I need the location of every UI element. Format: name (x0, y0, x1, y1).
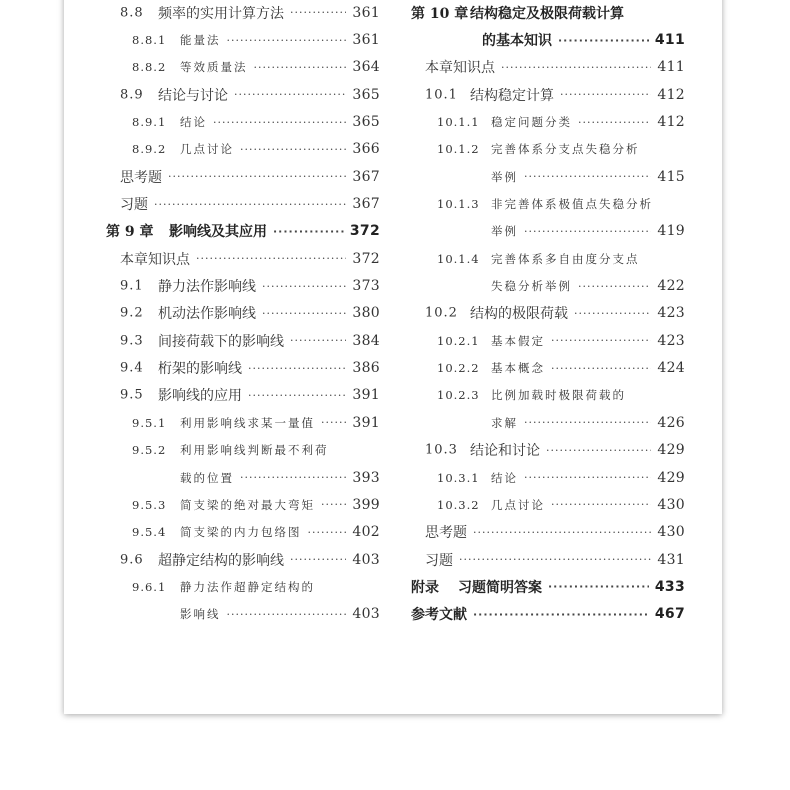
toc-entry-title: 利用影响线求某一量值 (180, 415, 315, 430)
toc-entry-page: 365 (352, 114, 380, 131)
toc-entry-number: 8.8.2 (132, 60, 167, 75)
toc-entry-title: 思考题 (425, 525, 467, 542)
toc-entry-title: 几点讨论 (491, 497, 545, 512)
toc-entry-page: 372 (349, 223, 380, 240)
toc-entry-number: 10.2.3 (437, 388, 480, 403)
toc-entry-title: 失稳分析举例 (491, 279, 572, 294)
toc-entry-number: 10.2.2 (437, 361, 480, 376)
toc-entry-page: 402 (352, 524, 380, 541)
toc-entry[interactable] (0, 354, 685, 381)
toc-entry-number: 9.1 (120, 278, 144, 294)
dot-leader (551, 498, 651, 511)
toc-entry-page: 430 (657, 524, 685, 541)
toc-entry[interactable] (0, 81, 685, 108)
toc-entry[interactable] (0, 163, 685, 190)
dot-leader (558, 34, 649, 47)
toc-entry-page: 366 (352, 141, 380, 158)
toc-entry[interactable] (0, 108, 685, 135)
toc-entry-title: 利用影响线判断最不利荷 (180, 443, 329, 458)
toc-entry-page: 373 (352, 278, 380, 295)
toc-entry-title: 结论 (491, 470, 518, 485)
toc-entry-page: 367 (352, 196, 380, 213)
toc-entry-title: 参考文献 (411, 607, 467, 624)
dot-leader (524, 416, 651, 429)
toc-entry-title: 完善体系分支点失稳分析 (491, 142, 640, 157)
toc-entry-page: 361 (352, 32, 380, 49)
toc-entry-title: 结论和讨论 (470, 443, 540, 460)
toc-entry-page: 426 (657, 414, 685, 431)
toc-entry-number: 8.9 (120, 87, 144, 103)
toc-entry-title: 超静定结构的影响线 (158, 552, 284, 569)
toc-entry-title: 静力法作超静定结构的 (180, 579, 315, 594)
toc-entry-number: 10.1.3 (437, 197, 480, 212)
toc-entry-number: 10.3.1 (437, 470, 480, 485)
dot-leader (560, 88, 651, 101)
toc-entry-page: 391 (352, 387, 380, 404)
toc-entry[interactable] (0, 519, 685, 546)
toc-entry-title: 举例 (491, 224, 518, 239)
toc-entry-title: 本章知识点 (425, 60, 495, 77)
toc-entry-number: 10.3.2 (437, 497, 480, 512)
toc-entry-page: 386 (352, 360, 380, 377)
toc-entry-title: 载的位置 (180, 470, 234, 485)
toc-entry[interactable] (0, 409, 685, 436)
dot-leader (578, 116, 651, 129)
toc-entry-number: 10.1.1 (437, 115, 480, 130)
toc-entry-page: 411 (657, 59, 685, 76)
toc-entry-title: 结构稳定计算 (470, 87, 554, 104)
toc-entry-number: 9.3 (120, 333, 144, 349)
toc-entry-page: 423 (657, 305, 685, 322)
toc-entry-number: 9.5.1 (132, 415, 167, 430)
toc-entry-page: 367 (352, 168, 380, 185)
toc-entry-title: 机动法作影响线 (158, 306, 256, 323)
toc-entry-title: 频率的实用计算方法 (158, 5, 284, 22)
toc-entry-number: 9.5 (120, 387, 144, 403)
toc-entry-number: 8.8.1 (132, 33, 167, 48)
toc-entry-number: 8.9.1 (132, 115, 167, 130)
toc-entry-number: 10.1 (425, 87, 458, 103)
toc-entry-page: 424 (657, 360, 685, 377)
toc-entry-number: 附录 (411, 579, 439, 596)
dot-leader (473, 608, 649, 621)
toc-entry-number: 第 9 章 (106, 224, 154, 241)
toc-entry-number: 9.5.4 (132, 525, 167, 540)
toc-entry-page: 422 (657, 278, 685, 295)
toc-entry-number: 10.3 (425, 442, 458, 458)
toc-entry-page: 393 (352, 469, 380, 486)
toc-entry-number: 9.6 (120, 552, 144, 568)
toc-entry[interactable] (0, 26, 685, 53)
toc-entry[interactable] (0, 300, 685, 327)
toc-entry-title: 习题 (120, 197, 148, 214)
toc-entry-number: 8.9.2 (132, 142, 167, 157)
toc-entry-number: 10.2.1 (437, 333, 480, 348)
toc-entry-number: 10.1.2 (437, 142, 480, 157)
toc-entry-title: 桁架的影响线 (158, 361, 242, 378)
toc-entry-title: 几点讨论 (180, 142, 234, 157)
toc-entry-title: 基本假定 (491, 333, 545, 348)
toc-entry-title: 简支梁的绝对最大弯矩 (180, 497, 315, 512)
toc-entry-title: 习题 (425, 552, 453, 569)
toc-entry-title: 思考题 (120, 169, 162, 186)
toc-entry-page: 429 (657, 469, 685, 486)
toc-entry-page: 430 (657, 496, 685, 513)
dot-leader (546, 444, 651, 457)
toc-entry-page: 433 (654, 578, 685, 595)
dot-leader (524, 471, 651, 484)
toc-entry[interactable] (0, 327, 685, 354)
toc-entry[interactable] (0, 0, 685, 26)
toc-entry-title: 举例 (491, 169, 518, 184)
toc-entry-title: 影响线的应用 (158, 388, 242, 405)
toc-entry-page: 384 (352, 332, 380, 349)
toc-entry[interactable] (0, 190, 685, 217)
toc-entry-page: 391 (352, 414, 380, 431)
toc-entry-title: 比例加载时极限荷载的 (491, 388, 626, 403)
toc-entry-title: 影响线及其应用 (169, 224, 267, 241)
toc-entry-page: 411 (654, 32, 685, 49)
dot-leader (473, 526, 651, 539)
dot-leader (574, 307, 651, 320)
toc-entry-page: 380 (352, 305, 380, 322)
toc-entry[interactable] (0, 272, 685, 299)
toc-entry[interactable] (0, 245, 685, 272)
toc-entry-title: 结论 (180, 115, 207, 130)
toc-entry-page: 415 (657, 168, 685, 185)
dot-leader (501, 61, 651, 74)
toc-entry[interactable] (0, 546, 685, 573)
toc-entry-title: 静力法作影响线 (158, 279, 256, 296)
toc-entry[interactable] (0, 218, 685, 245)
toc-entry-page: 431 (657, 551, 685, 568)
toc-entry-title: 结论与讨论 (158, 87, 228, 104)
toc-entry[interactable] (0, 136, 685, 163)
toc-entry-number: 10.2 (425, 305, 458, 321)
toc-entry-page: 403 (352, 551, 380, 568)
toc-entry[interactable] (0, 491, 685, 518)
toc-entry-title: 的基本知识 (482, 33, 552, 50)
toc-entry-page: 361 (352, 4, 380, 21)
toc-entry-number: 9.4 (120, 360, 144, 376)
toc-entry[interactable] (0, 437, 685, 464)
toc-entry-page: 372 (352, 250, 380, 267)
toc-entry-title: 基本概念 (491, 361, 545, 376)
toc-entry-title: 影响线 (180, 607, 221, 622)
toc-entry-number: 10.1.4 (437, 251, 480, 266)
dot-leader (551, 362, 651, 375)
toc-entry-title: 结构的极限荷载 (470, 306, 568, 323)
toc-entry-number: 8.8 (120, 5, 144, 21)
toc-entry-page: 403 (352, 606, 380, 623)
toc-entry-page: 365 (352, 86, 380, 103)
dot-leader (551, 334, 651, 347)
dot-leader (524, 225, 651, 238)
dot-leader (548, 580, 649, 593)
toc-entry[interactable] (0, 382, 685, 409)
toc-entry-page: 364 (352, 59, 380, 76)
toc-entry-title: 稳定问题分类 (491, 115, 572, 130)
toc-entry-title: 完善体系多自由度分支点 (491, 251, 640, 266)
toc-entry-title: 习题简明答案 (458, 579, 542, 596)
toc-entry-title: 等效质量法 (180, 60, 248, 75)
toc-entry-page: 412 (657, 114, 685, 131)
toc-entry-page: 429 (657, 442, 685, 459)
toc-entry-page: 423 (657, 332, 685, 349)
toc-entry-page: 419 (657, 223, 685, 240)
toc-entry-title: 能量法 (180, 33, 221, 48)
toc-entry-page: 399 (352, 496, 380, 513)
toc-entry-number: 9.5.2 (132, 443, 167, 458)
toc-entry-title: 间接荷载下的影响线 (158, 333, 284, 350)
toc-entry[interactable] (0, 601, 685, 628)
dot-leader (578, 280, 651, 293)
toc-entry[interactable] (0, 54, 685, 81)
toc-entry-title: 非完善体系极值点失稳分析 (491, 197, 653, 212)
toc-entry-title: 求解 (491, 415, 518, 430)
toc-entry-title: 结构稳定及极限荷载计算 (470, 5, 624, 22)
toc-entry-page: 467 (654, 606, 685, 623)
toc-entry-title: 本章知识点 (120, 251, 190, 268)
toc-entry-number: 9.2 (120, 305, 144, 321)
toc-entry-title: 简支梁的内力包络图 (180, 525, 302, 540)
toc-entry[interactable] (0, 464, 685, 491)
toc-entry-number: 第 10 章 (411, 5, 469, 22)
toc-entry[interactable] (0, 573, 685, 600)
toc-entry-page: 412 (657, 86, 685, 103)
dot-leader (459, 553, 651, 566)
toc-entry-number: 9.5.3 (132, 497, 167, 512)
toc-entry-number: 9.6.1 (132, 579, 167, 594)
dot-leader (524, 170, 651, 183)
